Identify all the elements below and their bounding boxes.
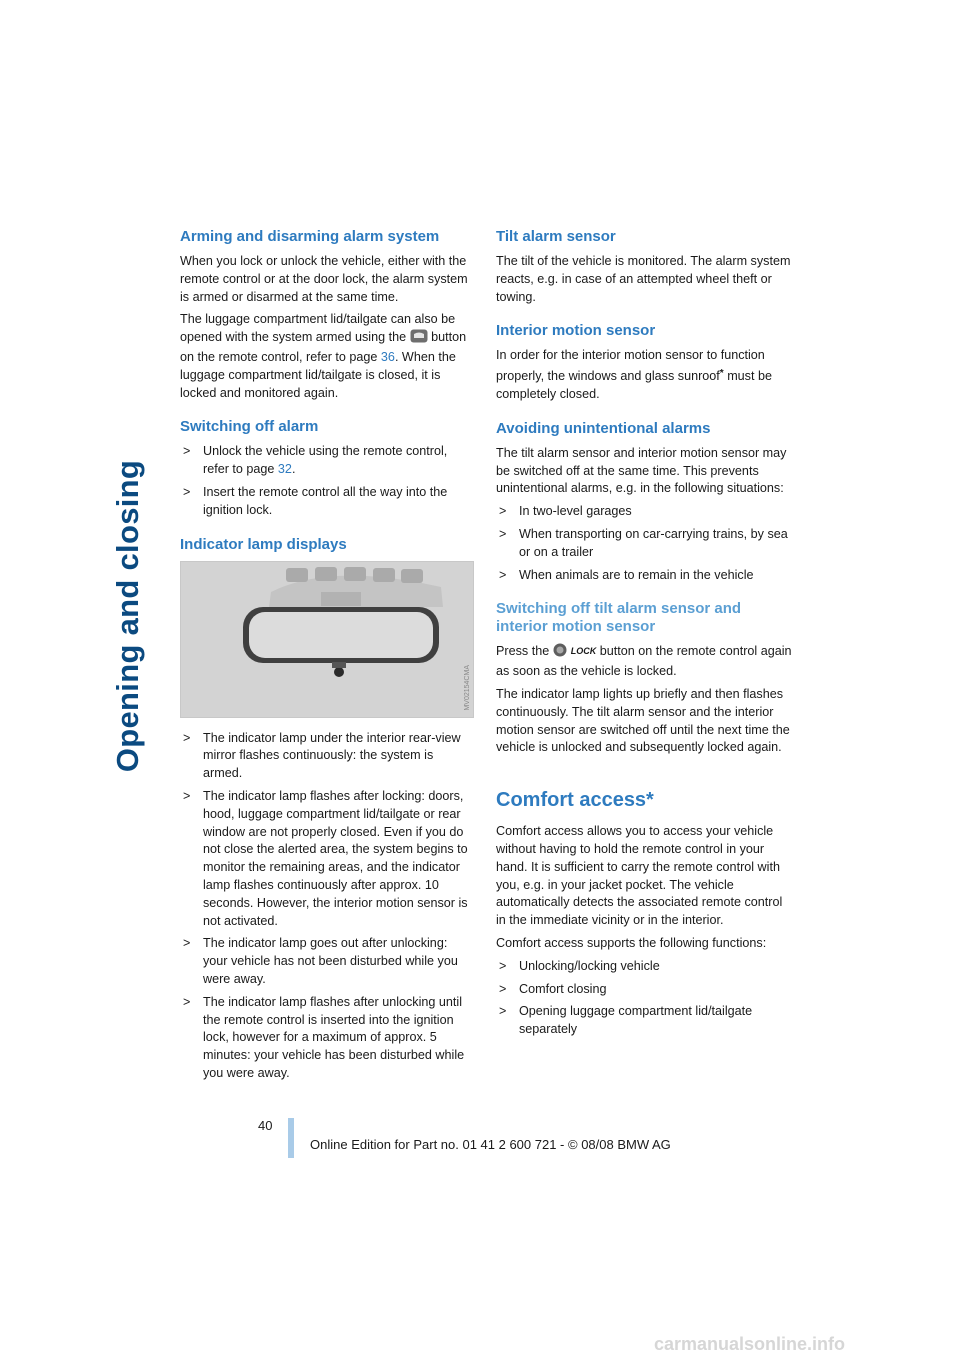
bullet-marker: >: [499, 567, 507, 582]
bullet-marker: >: [499, 981, 507, 996]
comfort-paragraph-1: Comfort access allows you to access your vehicle without having to hold the remote control in your hand. It is sufficient to carry the remote control with you, e.g. in your jacket pocket. The vehicle automatically detects the associated remote control in the immediate vicinity or in the interior.: [496, 824, 783, 928]
avoid-item-text: When animals are to remain in the vehicle: [519, 567, 754, 582]
figure-code: MV02154CMA: [464, 665, 471, 711]
avoid-item-text: In two-level garages: [519, 504, 632, 519]
indicator-list: [180, 730, 474, 1083]
page-number: 40: [258, 1118, 273, 1133]
list-item: [496, 526, 792, 562]
indicator-item-text: The indicator lamp flashes after unlocking until the remote control is inserted into the ignition lock, however for a maximum of approx. 5 minutes: your vehicle has been disturbed while you were away.: [203, 994, 465, 1080]
heading-switching-off-alarm: Switching off alarm: [180, 418, 319, 436]
interior-paragraph: [496, 347, 792, 403]
indicator-item-text: The indicator lamp goes out after unlocking: your vehicle has not been disturbed while you were away.: [203, 936, 458, 986]
list-item: [496, 503, 792, 521]
list-item: [180, 730, 474, 783]
footer-edition-text: Online Edition for Part no. 01 41 2 600 721 - © 08/08 BMW AG: [310, 1137, 671, 1152]
rearview-mirror-illustration: [181, 562, 473, 717]
arming-paragraph-2: [180, 311, 474, 402]
switchoff-text-b: button on the remote control again as soon as the vehicle is locked.: [496, 644, 792, 679]
optional-equipment-star: *: [719, 368, 724, 380]
heading-comfort-access: Comfort access*: [496, 789, 654, 812]
heading-arming: Arming and disarming alarm system: [180, 228, 440, 245]
switching-item-1-text-b: .: [291, 462, 296, 477]
section-side-title: [98, 236, 158, 996]
switchoff-paragraph-1: [496, 643, 792, 681]
switchoff-paragraph-2: The indicator lamp lights up briefly and then flashes continuously. The tilt alarm sensor and the interior motion sensor are switched off until the next time the vehicle is unlocked and subsequently locked again.: [496, 686, 790, 755]
heading-switching-off-sensors: Switching off tilt alarm sensor and interior motion sensor: [496, 600, 742, 636]
heading-tilt-alarm: Tilt alarm sensor: [496, 228, 616, 245]
arming-p2-text-b: button on the remote control, refer to page: [180, 330, 467, 364]
right-column: [496, 228, 792, 1044]
footer-accent-bar: [288, 1118, 294, 1158]
avoid-paragraph: The tilt alarm sensor and interior motion sensor may be switched off at the same time. This prevents unintentional alarms, e.g. in the following situations:: [496, 445, 787, 496]
comfort-item-text: Comfort closing: [519, 981, 607, 996]
arming-paragraph-1: When you lock or unlock the vehicle, either with the remote control or at the door lock, the alarm system is armed or disarmed at the same time.: [180, 254, 468, 304]
page-link-32[interactable]: 32: [277, 462, 292, 477]
switching-item-1-text-a: Unlock the vehicle using the remote control, refer to page: [203, 444, 448, 477]
lock-button-label: LOCK: [570, 646, 597, 657]
comfort-list: [496, 958, 792, 1039]
indicator-item-text: The indicator lamp flashes after locking: doors, hood, luggage compartment lid/tailgate or rear window are not properly closed. Even if you do not close the alerted area, the system begins to monitor the remaining areas, and the indicator lamp flashes continuously after approx. 10 seconds. However, the interior motion sensor is not activated.: [203, 788, 468, 928]
arming-p2-text-c: . When the luggage compartment lid/tailgate is closed, it is locked and monitored again.: [180, 349, 456, 400]
left-column: [180, 228, 474, 1088]
avoid-item-text: When transporting on car-carrying trains, by sea or on a trailer: [519, 526, 788, 559]
switching-list: [180, 443, 474, 519]
tailgate-button-icon: [410, 329, 428, 349]
bullet-marker: >: [183, 788, 191, 803]
list-item: [496, 958, 792, 976]
bullet-marker: >: [499, 504, 507, 519]
bullet-marker: >: [183, 936, 191, 951]
bullet-marker: >: [499, 1004, 507, 1019]
rearview-mirror-figure: [180, 561, 474, 718]
bullet-marker: >: [183, 484, 191, 499]
bullet-marker: >: [499, 958, 507, 973]
switchoff-text-a: Press the: [496, 644, 550, 659]
comfort-paragraph-2: Comfort access supports the following functions:: [496, 935, 767, 950]
interior-text-a: In order for the interior motion sensor to function properly, the windows and glass sunroof: [496, 348, 765, 384]
bullet-marker: >: [183, 730, 191, 745]
watermark-text: carmanualsonline.info: [654, 1334, 846, 1354]
indicator-item-text: The indicator lamp under the interior rear-view mirror flashes continuously: the system is armed.: [203, 730, 461, 781]
heading-interior-motion: Interior motion sensor: [496, 322, 656, 340]
heading-indicator-lamp: Indicator lamp displays: [180, 535, 347, 553]
page-link-36[interactable]: 36: [380, 349, 395, 364]
comfort-item-text: Opening luggage compartment lid/tailgate separately: [519, 1004, 753, 1037]
tilt-paragraph: The tilt of the vehicle is monitored. The alarm system reacts, e.g. in case of an attempted wheel theft or towing.: [496, 254, 791, 304]
list-item: [496, 981, 792, 999]
list-item: [496, 567, 792, 585]
switching-item-2-text: Insert the remote control all the way into the ignition lock.: [203, 484, 448, 517]
list-item: [180, 788, 474, 930]
list-item: [180, 484, 474, 520]
arming-p2-text-a: The luggage compartment lid/tailgate can also be opened with the system armed using the: [180, 312, 456, 345]
list-item: [180, 935, 474, 988]
list-item: [496, 1003, 792, 1039]
bullet-marker: >: [499, 526, 507, 541]
heading-avoiding-alarms: Avoiding unintentional alarms: [496, 419, 711, 437]
list-item: [180, 994, 474, 1083]
avoid-list: [496, 503, 792, 584]
section-side-title-text: Opening and closing: [110, 459, 145, 773]
interior-text-b: must be completely closed.: [496, 369, 772, 401]
bullet-marker: >: [183, 994, 191, 1009]
bullet-marker: >: [183, 444, 191, 459]
comfort-item-text: Unlocking/locking vehicle: [519, 958, 660, 973]
list-item: [180, 443, 474, 479]
